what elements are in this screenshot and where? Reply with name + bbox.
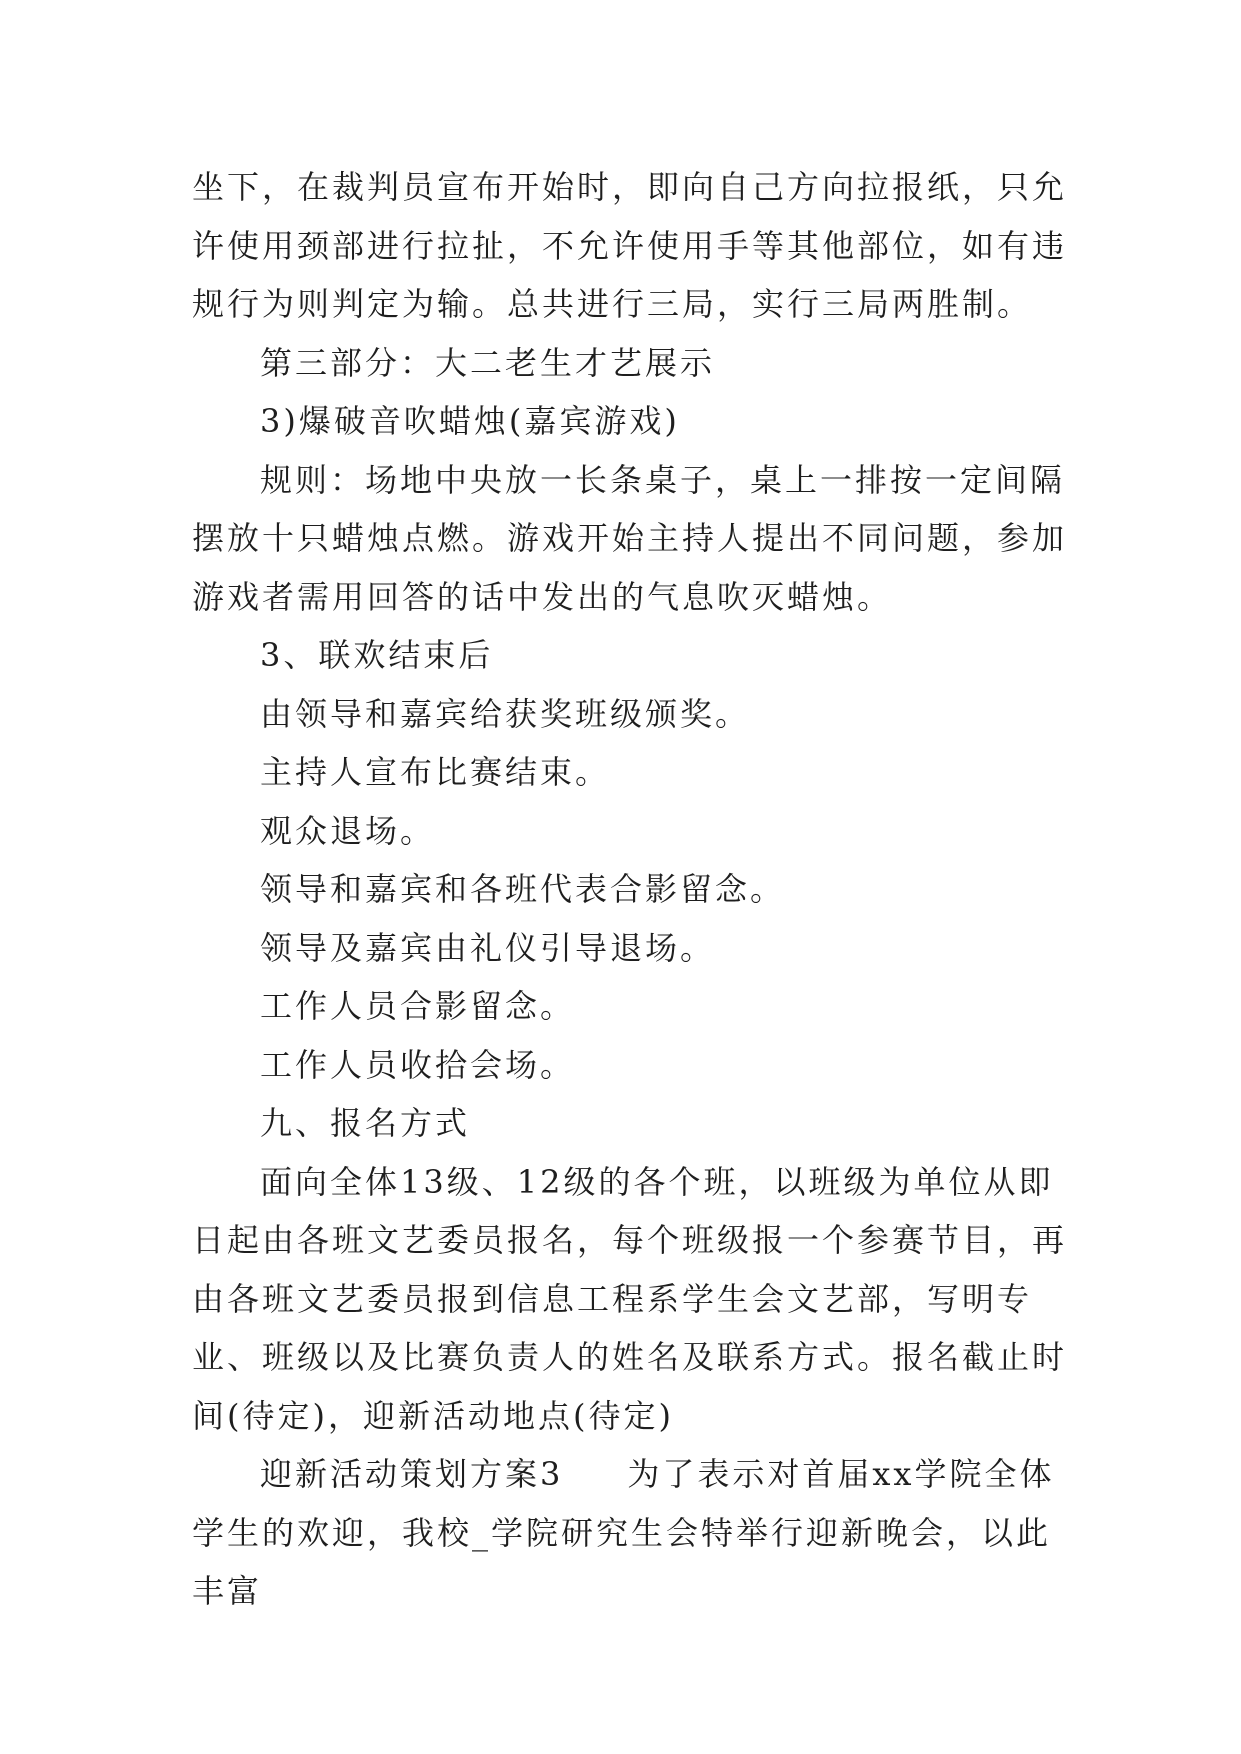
paragraph-guests-exit: 领导及嘉宾由礼仪引导退场。 [260,928,716,967]
paragraph-registration-details: 面向全体13级、12级的各个班，以班级为单位从即日起由各班文艺委员报名，每个班级报一个参赛节目，再由各班文艺委员报到信息工程系学生会文艺部，写明专业、班级以及比赛负责人的姓名及联系方式。报名截止时间(待定)，迎新活动地点(待定) [192,1162,1068,1435]
plan-three-body: 为了表示对首届xx学院全体学生的欢迎，我校_学院研究生会特举行迎新晚会，以此丰富 [192,1455,1055,1610]
paragraph-staff-photo: 工作人员合影留念。 [260,987,576,1025]
paragraph-award: 由领导和嘉宾给获奖班级颁奖。 [260,694,751,733]
paragraph-staff-cleanup: 工作人员收拾会场。 [260,1045,576,1084]
document-body [192,158,1072,1621]
paragraph-candle-game-title: 3)爆破音吹蜡烛(嘉宾游戏) [260,402,680,440]
paragraph-registration-heading: 九、报名方式 [260,1104,471,1142]
paragraph-audience-exit: 观众退场。 [260,811,436,850]
paragraph-plan-three [192,1445,1072,1621]
paragraph-newspaper-rules: 坐下，在裁判员宣布开始时，即向自己方向拉报纸，只允许使用颈部进行拉扯，不允许使用手等其他部位，如有违规行为则判定为输。总共进行三局，实行三局两胜制。 [192,168,1068,323]
paragraph-host-end: 主持人宣布比赛结束。 [260,753,611,791]
plan-three-heading: 迎新活动策划方案3 [260,1455,564,1493]
paragraph-candle-game-rules: 规则：场地中央放一长条桌子，桌上一排按一定间隔摆放十只蜡烛点燃。游戏开始主持人提出不同问题，参加游戏者需用回答的话中发出的气息吹灭蜡烛。 [192,460,1068,616]
paragraph-after-party: 3、联欢结束后 [260,636,494,674]
paragraph-part-three: 第三部分：大二老生才艺展示 [260,343,716,382]
paragraph-group-photo: 领导和嘉宾和各班代表合影留念。 [260,870,786,908]
